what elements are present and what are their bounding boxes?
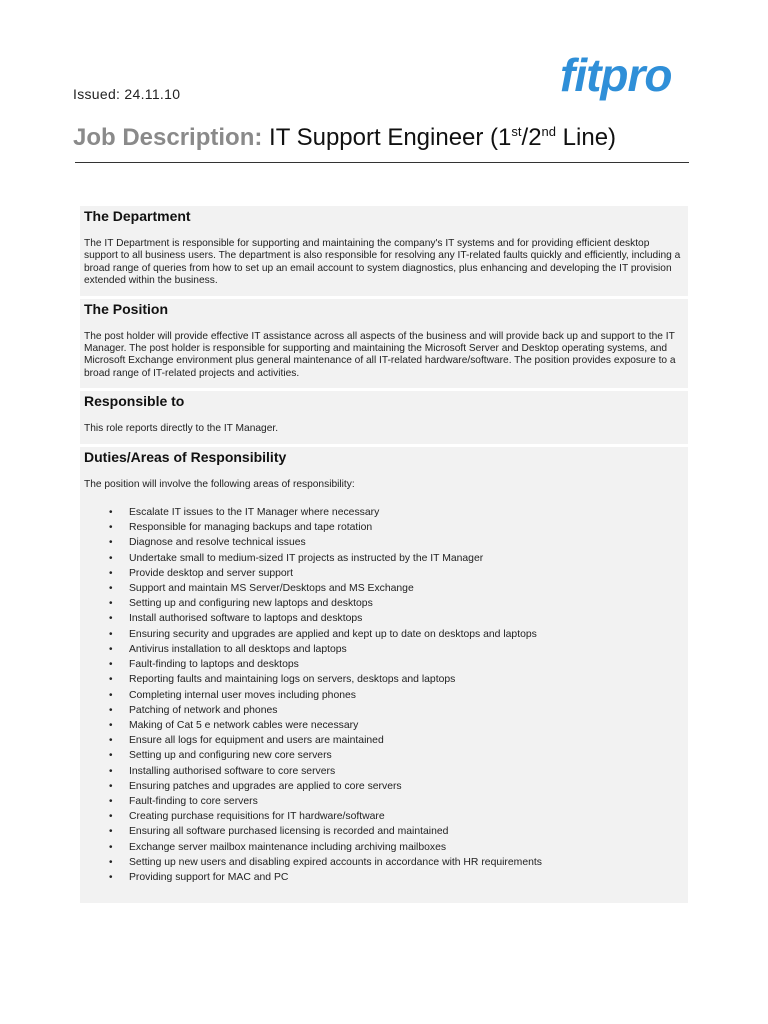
duty-text: Undertake small to medium-sized IT projects as instructed by the IT Manager	[129, 552, 484, 564]
duty-text: Fault-finding to laptops and desktops	[129, 659, 299, 671]
duty-item	[109, 551, 682, 566]
bullet-icon: •	[109, 811, 113, 823]
bullet-icon: •	[109, 507, 113, 519]
duty-text: Fault-finding to core servers	[129, 795, 258, 807]
duty-text: Exchange server mailbox maintenance including archiving mailboxes	[129, 841, 447, 853]
bullet-icon: •	[109, 628, 113, 640]
duty-item	[109, 718, 682, 733]
position-text: The post holder will provide effective IT assistance across all aspects of the business and will provide back up and support to the IT Manager. The post holder is responsible for supporting and maintaining the Microsoft Server and Desktop operating systems, and Microsoft Exchange environment plus general maintenance of all IT-related hardware/software. The position provides exposure to a broad range of IT-related projects and activities.	[84, 330, 676, 379]
issued-date: Issued: 24.11.10	[73, 86, 181, 102]
duty-text: Install authorised software to laptops and desktops	[129, 613, 363, 625]
bullet-icon: •	[109, 719, 113, 731]
duty-text: Providing support for MAC and PC	[129, 871, 289, 883]
duty-text: Diagnose and resolve technical issues	[129, 537, 306, 549]
duty-text: Creating purchase requisitions for IT hardware/software	[129, 811, 385, 823]
title-divider	[75, 162, 689, 163]
responsible-section	[80, 391, 688, 443]
duty-item	[109, 596, 682, 611]
bullet-icon: •	[109, 583, 113, 595]
title-label: Job Description:	[73, 124, 263, 151]
duty-item	[109, 688, 682, 703]
duty-text: Responsible for managing backups and tape rotation	[129, 522, 373, 534]
duty-item	[109, 779, 682, 794]
page-title	[73, 124, 616, 152]
duty-item	[109, 657, 682, 672]
duties-list	[84, 505, 682, 885]
bullet-icon: •	[109, 735, 113, 747]
duty-item	[109, 611, 682, 626]
duty-item	[109, 520, 682, 535]
duty-item	[109, 855, 682, 870]
bullet-icon: •	[109, 689, 113, 701]
position-heading: The Position	[84, 300, 168, 317]
bullet-icon: •	[109, 841, 113, 853]
duty-text: Escalate IT issues to the IT Manager where necessary	[129, 507, 380, 519]
duty-item	[109, 809, 682, 824]
duty-item	[109, 733, 682, 748]
duty-text: Ensuring security and upgrades are applied and kept up to date on desktops and laptops	[129, 628, 537, 640]
fitpro-logo: fitpro	[560, 49, 672, 101]
duty-text: Ensuring patches and upgrades are applied to core servers	[129, 780, 402, 792]
bullet-icon: •	[109, 522, 113, 534]
bullet-icon: •	[109, 598, 113, 610]
bullet-icon: •	[109, 552, 113, 564]
duty-item	[109, 581, 682, 596]
responsible-text: This role reports directly to the IT Manager.	[84, 423, 279, 435]
duties-section	[80, 447, 688, 903]
bullet-icon: •	[109, 613, 113, 625]
duty-text: Setting up and configuring new laptops and desktops	[129, 598, 373, 610]
duty-item	[109, 748, 682, 763]
duty-item	[109, 870, 682, 885]
duty-item	[109, 794, 682, 809]
bullet-icon: •	[109, 795, 113, 807]
department-section	[80, 206, 688, 296]
bullet-icon: •	[109, 643, 113, 655]
duty-text: Completing internal user moves including phones	[129, 689, 356, 701]
position-section	[80, 299, 688, 389]
duty-text: Making of Cat 5 e network cables were necessary	[129, 719, 359, 731]
bullet-icon: •	[109, 765, 113, 777]
duty-text: Installing authorised software to core servers	[129, 765, 336, 777]
bullet-icon: •	[109, 537, 113, 549]
department-heading: The Department	[84, 208, 191, 224]
duty-item	[109, 672, 682, 687]
bullet-icon: •	[109, 704, 113, 716]
bullet-icon: •	[109, 750, 113, 762]
duty-text: Ensure all logs for equipment and users are maintained	[129, 735, 384, 747]
duty-text: Antivirus installation to all desktops and laptops	[129, 643, 347, 655]
duty-item	[109, 764, 682, 779]
duty-item	[109, 824, 682, 839]
responsible-heading: Responsible to	[84, 393, 185, 410]
duty-item	[109, 566, 682, 581]
duty-text: Support and maintain MS Server/Desktops and MS Exchange	[129, 583, 414, 595]
duty-text: Provide desktop and server support	[129, 567, 294, 579]
bullet-icon: •	[109, 567, 113, 579]
duty-item	[109, 627, 682, 642]
duty-text: Setting up and configuring new core servers	[129, 750, 332, 762]
duty-text: Patching of network and phones	[129, 704, 278, 716]
department-text: The IT Department is responsible for supporting and maintaining the company's IT systems and for providing efficient desktop support to all business users. The department is also responsible for resolving any IT-related faults quickly and efficiently, including a broad range of queries from how to set up an email account to system diagnostics, plus enhancing and developing the IT provision extended within the business.	[84, 238, 681, 287]
job-description-body	[80, 206, 688, 906]
duty-item	[109, 703, 682, 718]
duty-item	[109, 642, 682, 657]
duty-item	[109, 505, 682, 520]
duty-item	[109, 840, 682, 855]
bullet-icon: •	[109, 780, 113, 792]
duties-intro: The position will involve the following areas of responsibility:	[84, 478, 355, 490]
bullet-icon: •	[109, 659, 113, 671]
duty-text: Setting up new users and disabling expired accounts in accordance with HR requirements	[129, 856, 542, 868]
bullet-icon: •	[109, 674, 113, 686]
duties-heading: Duties/Areas of Responsibility	[84, 448, 287, 465]
duty-item	[109, 535, 682, 550]
bullet-icon: •	[109, 871, 113, 883]
bullet-icon: •	[109, 856, 113, 868]
duty-text: Reporting faults and maintaining logs on servers, desktops and laptops	[129, 674, 456, 686]
bullet-icon: •	[109, 826, 113, 838]
title-role: IT Support Engineer (1st/2nd Line)	[269, 124, 617, 151]
duty-text: Ensuring all software purchased licensing is recorded and maintained	[129, 826, 449, 838]
